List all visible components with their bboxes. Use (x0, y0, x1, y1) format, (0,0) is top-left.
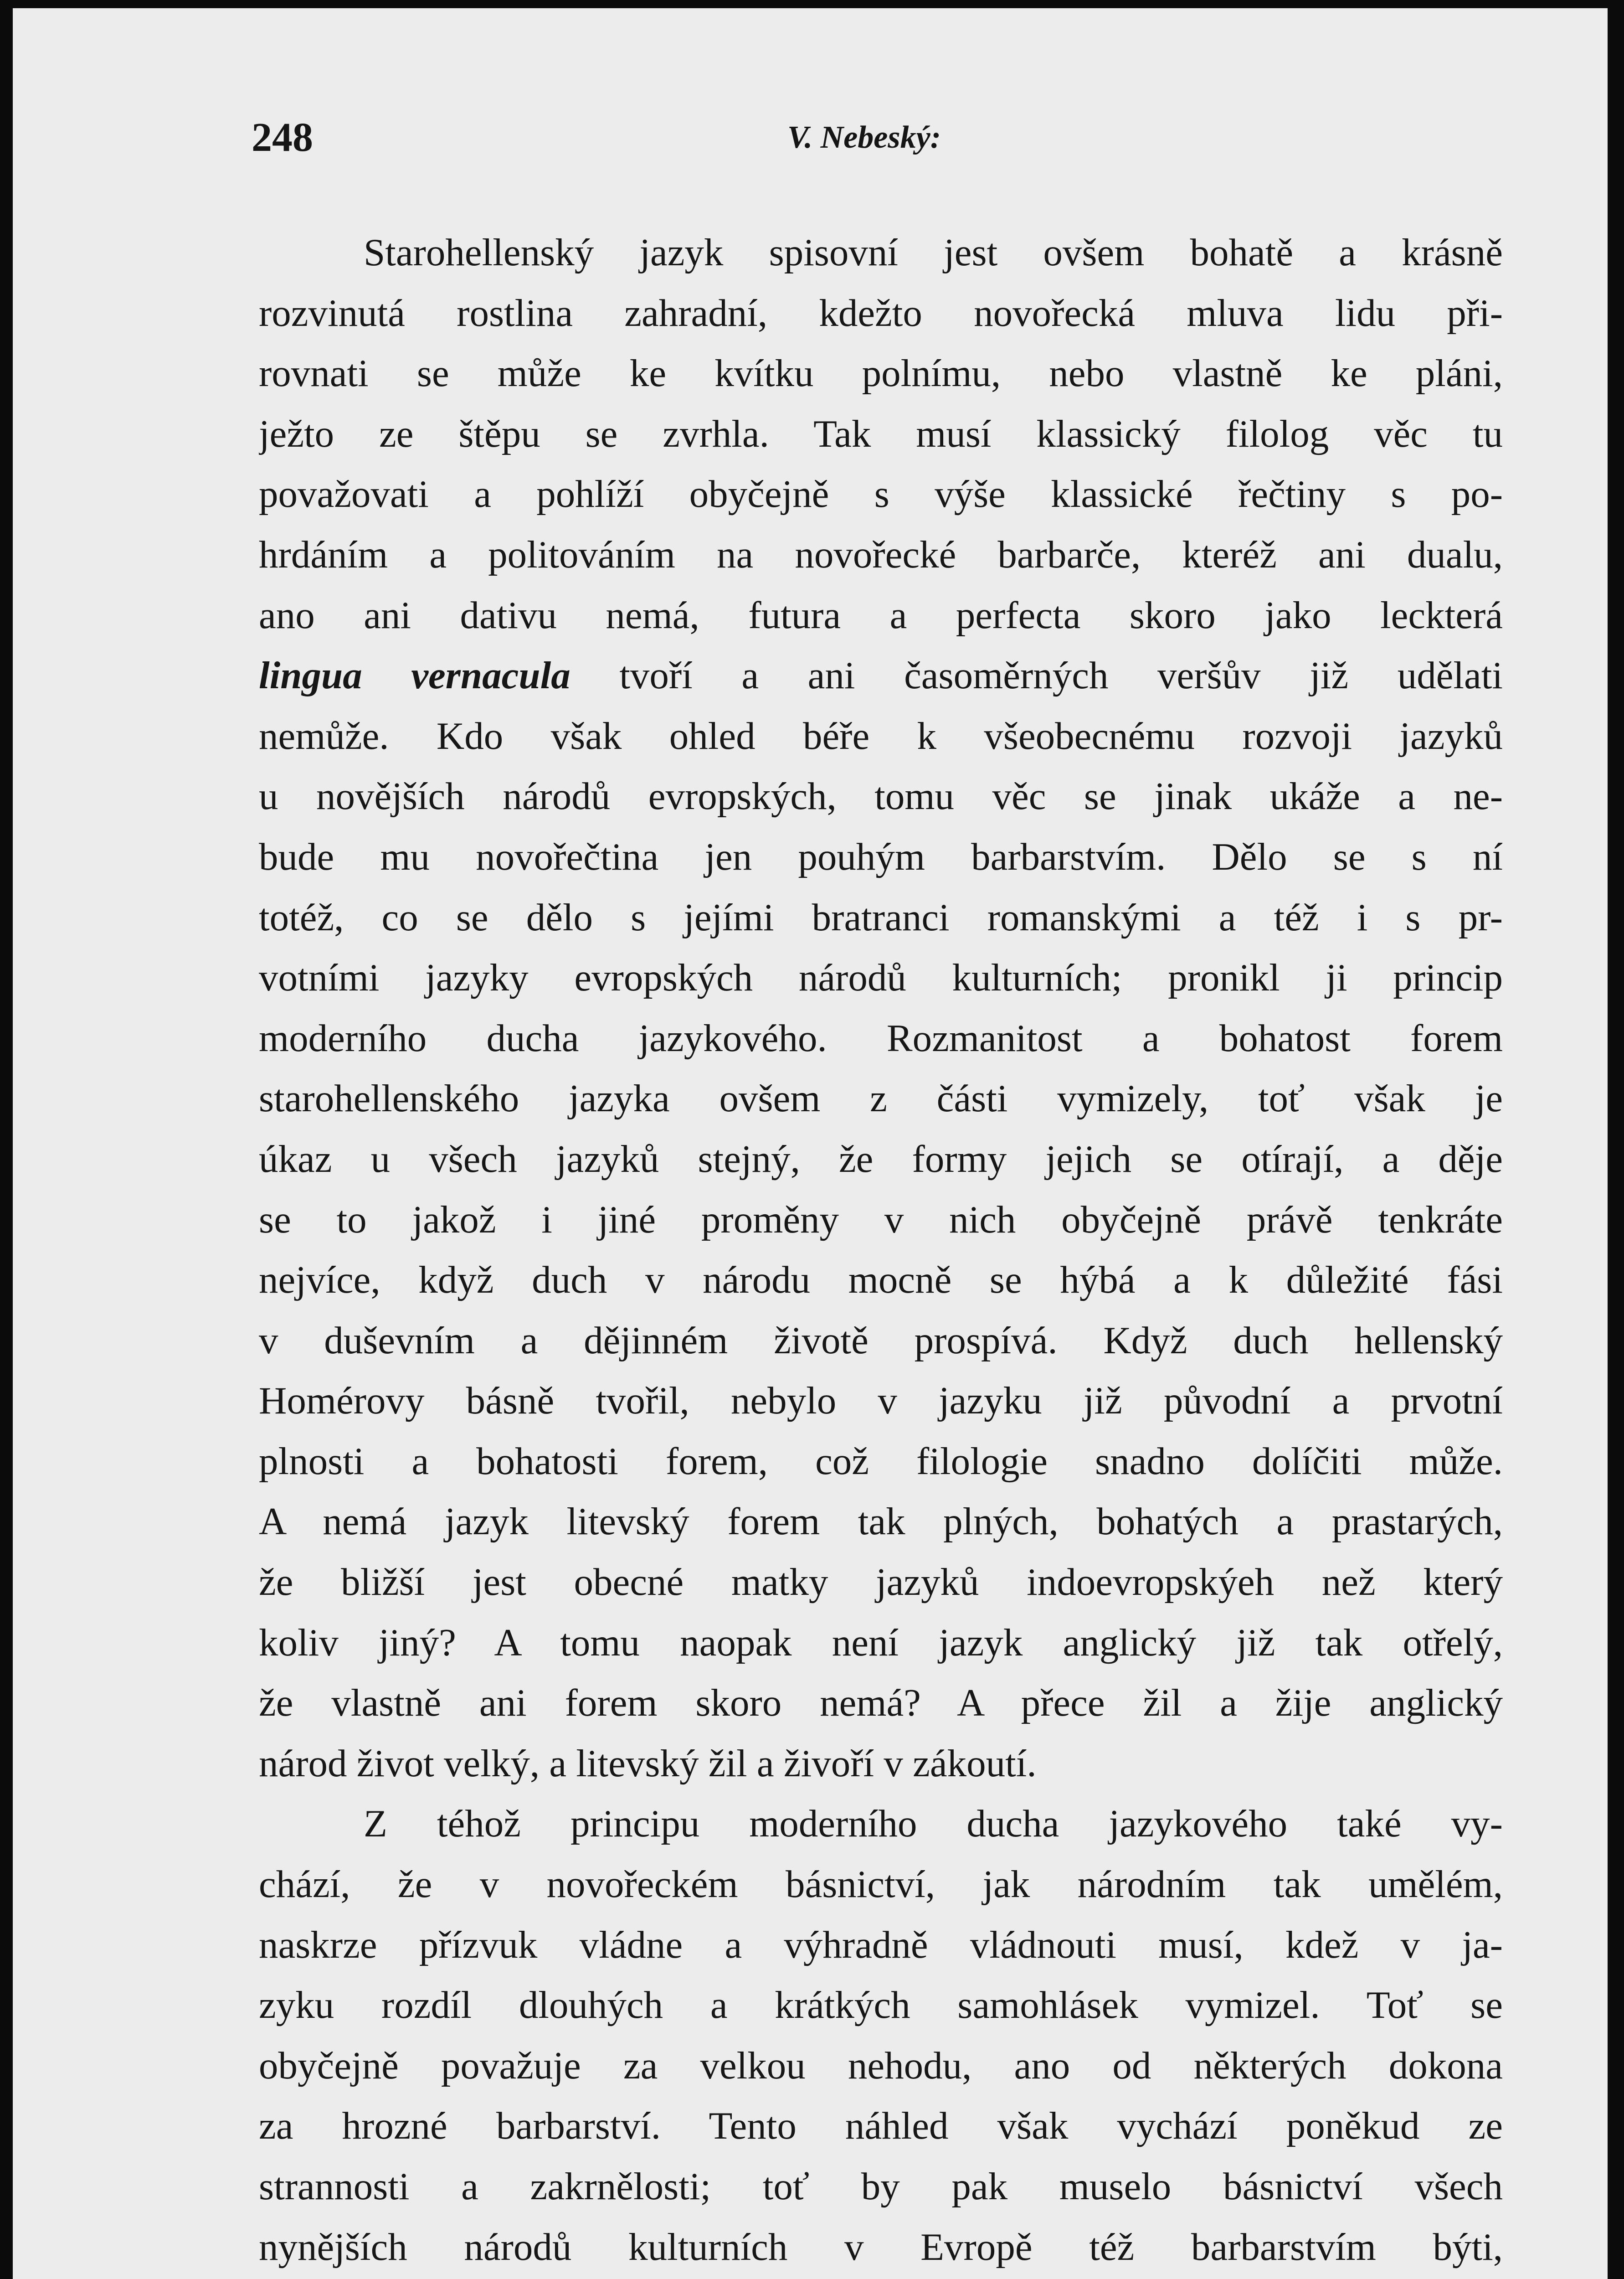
text-line: zyku rozdíl dlouhých a krátkých samohlásek vymizel. Toť se (259, 1984, 1503, 2027)
text-line: úkaz u všech jazyků stejný, že formy jejich se otírají, a děje (259, 1137, 1503, 1181)
text-line: moderního ducha jazykového. Rozmanitost a bohatost forem (259, 1016, 1503, 1060)
text-line: ježto ze štěpu se zvrhla. Tak musí klassický filolog věc tu (259, 412, 1503, 455)
text-line: koliv jiný? A tomu naopak není jazyk anglický již tak otřelý, (259, 1621, 1503, 1664)
text-line: obyčejně považuje za velkou nehodu, ano od některých dokona (259, 2044, 1503, 2087)
text-line: v duševním a dějinném životě prospívá. Když duch hellenský (259, 1319, 1503, 1362)
text-line: nynějších národů kulturních v Evropě též barbarstvím býti, (259, 2225, 1503, 2269)
text-line: nejvíce, když duch v národu mocně se hýbá a k důležité fási (259, 1258, 1503, 1302)
book-page (13, 8, 1608, 2279)
italic-phrase: lingua vernacula (259, 654, 570, 697)
text-line: plnosti a bohatosti forem, což filologie snadno dolíčiti může. (259, 1439, 1503, 1483)
text-line: národ život velký, a litevský žil a živoří v zákoutí. (259, 1742, 1037, 1785)
page-header (13, 114, 1608, 169)
text-line: A nemá jazyk litevský forem tak plných, bohatých a prastarých, (259, 1500, 1503, 1543)
text-line (259, 2277, 1503, 2279)
paragraph-1 (259, 222, 1503, 1794)
page-number: 248 (252, 115, 313, 160)
text-line: Starohellenský jazyk spisovní jest ovšem bohatě a krásně (364, 231, 1503, 274)
text-line: hrdáním a politováním na novořecké barbarče, kteréž ani dualu, (259, 533, 1503, 576)
body-text (259, 222, 1503, 2279)
text-line-rest: tvoří a ani časoměrných veršův již udělati (619, 654, 1503, 697)
text-line: Homérovy básně tvořil, nebylo v jazyku již původní a prvotní (259, 1379, 1503, 1423)
running-head: V. Nebeský: (787, 120, 941, 155)
paragraph-2 (259, 1794, 1503, 2279)
text-line-with-italic (259, 645, 1503, 706)
text-line: totéž, co se dělo s jejími bratranci romanskými a též i s pr- (259, 896, 1503, 939)
text-line: že vlastně ani forem skoro nemá? A přece žil a žije anglický (259, 1681, 1503, 1725)
text-line: za hrozné barbarství. Tento náhled však vychází poněkud ze (259, 2104, 1503, 2148)
text-line: chází, že v novořeckém básnictví, jak národním tak umělém, (259, 1863, 1503, 1906)
text-line: votními jazyky evropských národů kulturních; pronikl ji princip (259, 956, 1503, 1000)
text-line: bude mu novořečtina jen pouhým barbarstvím. Dělo se s ní (259, 835, 1503, 878)
text-line: nemůže. Kdo však ohled béře k všeobecnému rozvoji jazyků (259, 714, 1503, 758)
text-line: naskrze přízvuk vládne a výhradně vládnouti musí, kdež v ja- (259, 1923, 1503, 1966)
text-line: u novějších národů evropských, tomu věc se jinak ukáže a ne- (259, 775, 1503, 818)
text-line: považovati a pohlíží obyčejně s výše klassické řečtiny s po- (259, 473, 1503, 516)
text-line: se to jakož i jiné proměny v nich obyčejně právě tenkráte (259, 1198, 1503, 1241)
text-line: rozvinutá rostlina zahradní, kdežto novořecká mluva lidu při- (259, 291, 1503, 335)
text-line: rovnati se může ke kvítku polnímu, nebo vlastně ke pláni, (259, 352, 1503, 395)
text-line: Z téhož principu moderního ducha jazykového také vy- (364, 1802, 1503, 1846)
text-line: že bližší jest obecné matky jazyků indoevropskýeh než který (259, 1561, 1503, 1604)
text-line: starohellenského jazyka ovšem z části vymizely, toť však je (259, 1077, 1503, 1120)
text-line: strannosti a zakrnělosti; toť by pak muselo básnictví všech (259, 2165, 1503, 2208)
text-line: ano ani dativu nemá, futura a perfecta skoro jako leckterá (259, 593, 1503, 637)
